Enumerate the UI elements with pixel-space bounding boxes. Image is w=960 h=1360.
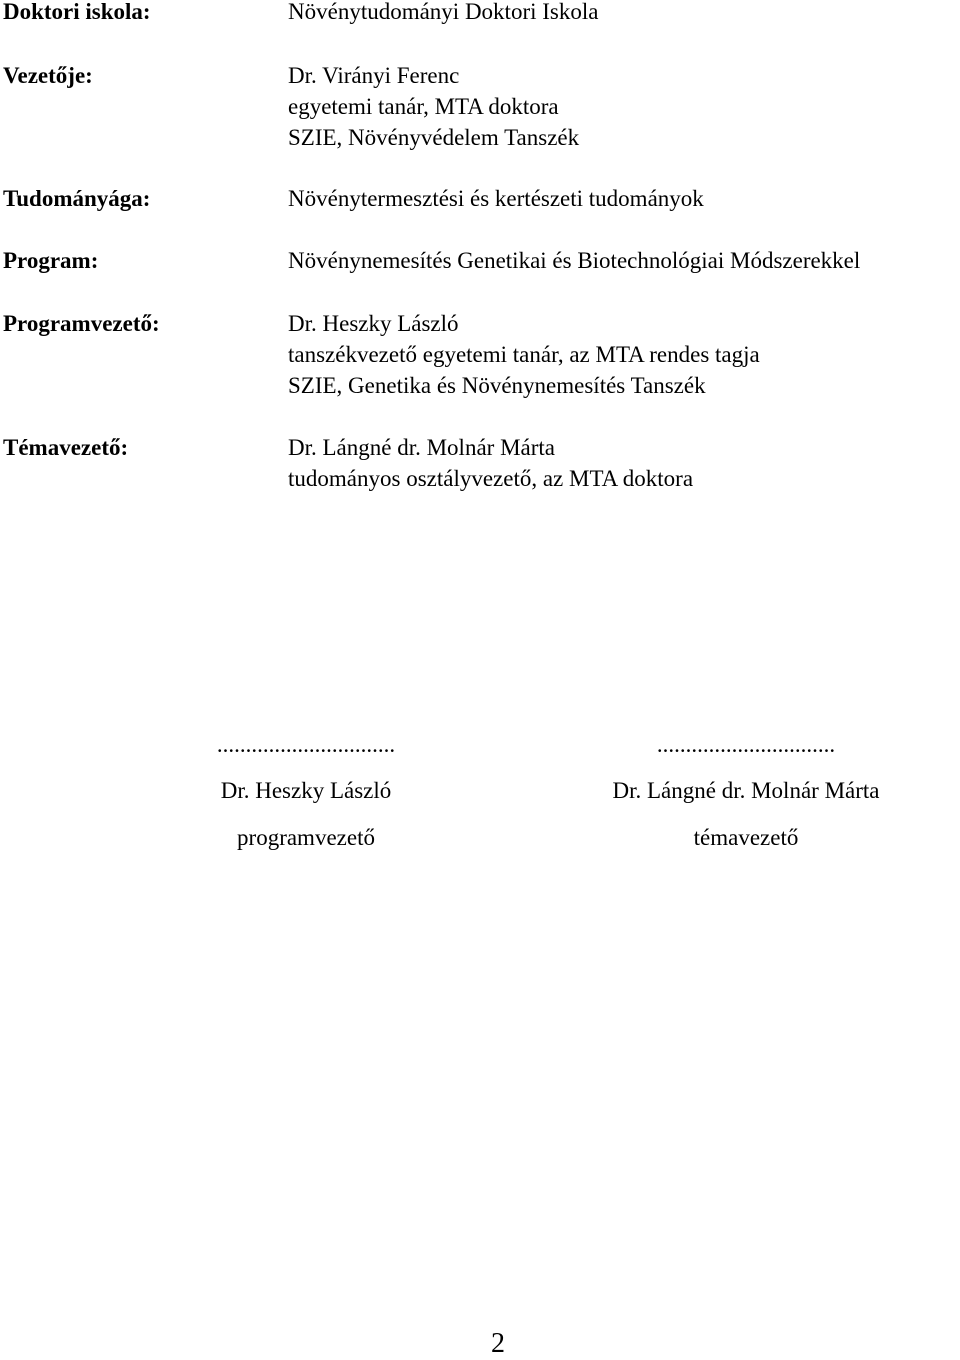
program-leader-name: Dr. Heszky László — [288, 311, 459, 336]
discipline-label: Tudományága: — [3, 186, 151, 211]
head-value — [288, 60, 579, 153]
program-leader-signature — [150, 729, 462, 853]
signature-role: programvezető — [237, 825, 375, 850]
signature-name: Dr. Heszky László — [220, 778, 392, 803]
signature-role: témavezető — [693, 825, 799, 850]
program-value — [288, 245, 860, 276]
head-department: SZIE, Növényvédelem Tanszék — [288, 125, 580, 150]
supervisor-name: Dr. Lángné dr. Molnár Márta — [288, 435, 555, 460]
head-name: Dr. Virányi Ferenc — [288, 63, 460, 88]
head-title: egyetemi tanár, MTA doktora — [288, 94, 559, 119]
supervisor-signature — [576, 729, 916, 853]
program-line: Növénynemesítés Genetikai és Biotechnológiai Módszerekkel — [288, 248, 861, 273]
discipline-line: Növénytermesztési és kertészeti tudományok — [288, 186, 704, 211]
program-label: Program: — [3, 248, 99, 273]
supervisor-value — [288, 432, 693, 494]
head-label: Vezetője: — [3, 63, 93, 88]
program-leader-label: Programvezető: — [3, 311, 160, 336]
doctoral-school-value — [288, 0, 598, 27]
doctoral-school-line: Növénytudományi Doktori Iskola — [288, 0, 599, 24]
program-leader-title: tanszékvezető egyetemi tanár, az MTA rendes tagja — [288, 342, 760, 367]
signature-line: ............................... — [216, 732, 396, 757]
program-leader-department: SZIE, Genetika és Növénynemesítés Tanszék — [288, 373, 706, 398]
doctoral-school-label: Doktori iskola: — [3, 0, 151, 24]
supervisor-title: tudományos osztályvezető, az MTA doktora — [288, 466, 694, 491]
signature-name: Dr. Lángné dr. Molnár Márta — [612, 778, 880, 803]
page-number: 2 — [491, 1328, 505, 1359]
program-leader-value — [288, 308, 760, 401]
supervisor-label: Témavezető: — [3, 435, 129, 460]
discipline-value — [288, 183, 704, 214]
signature-line: ............................... — [656, 732, 836, 757]
